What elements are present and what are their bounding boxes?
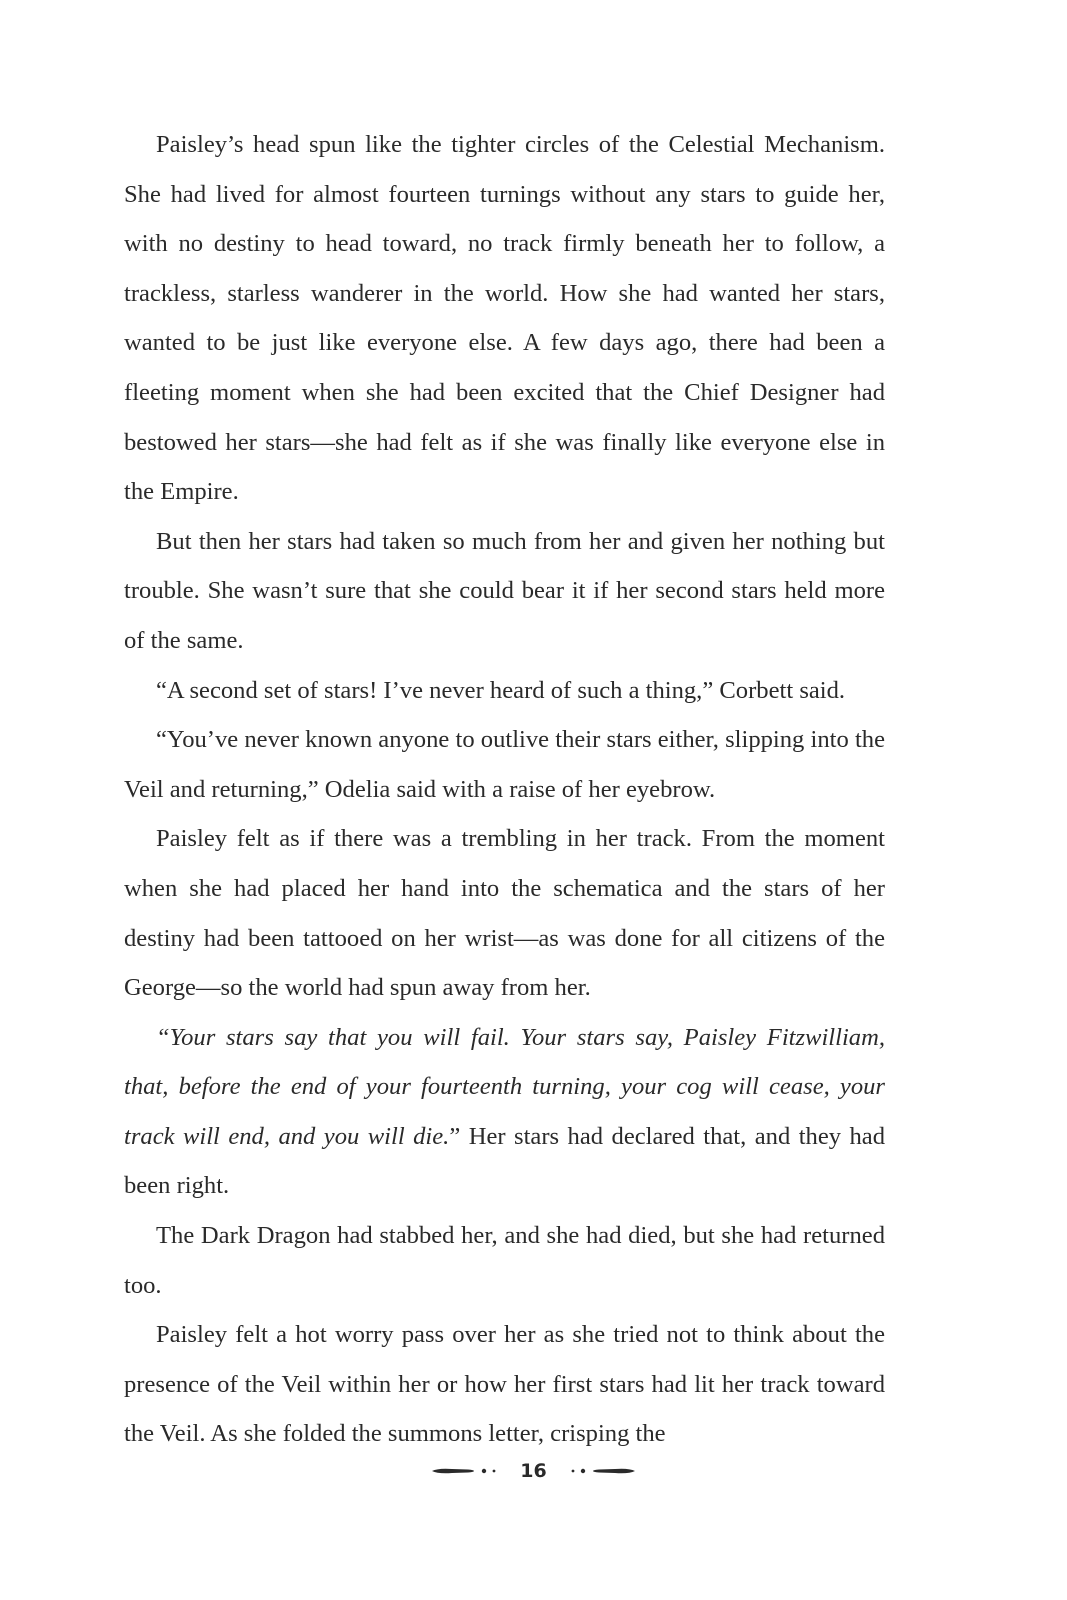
quoted-prophecy: “Your stars say that you will fail. Your stars say, Paisley Fitzwilliam, that, before the end of your fourteenth turning, your cog will cease, your track will end, and you will die. <box>124 1023 885 1150</box>
right-ornament-icon <box>567 1466 637 1476</box>
page-number: 16 <box>520 1460 547 1482</box>
paragraph-6-tail: ” Her stars had declared that, and they had been right. <box>124 1122 886 1200</box>
paragraph-1: Paisley’s head spun like the tighter circles of the Celestial Mechanism. She had lived for almost fourteen turnings without any stars to guide her, with no destiny to head toward, no track firmly beneath her to follow, a trackless, starless wanderer in the world. How she had wanted her stars, wanted to be just like everyone else. A few days ago, there had been a fleeting moment when she had been excited that the Chief Designer had bestowed her stars—she had felt as if she was finally like everyone else in the Empire. <box>124 131 885 506</box>
page-footer <box>0 1456 1067 1486</box>
paragraph-2: But then her stars had taken so much from her and given her nothing but trouble. She wasn’t sure that she could bear it if her second stars held more of the same. <box>124 527 885 654</box>
left-ornament-icon <box>430 1466 500 1476</box>
paragraph-5: Paisley felt as if there was a trembling in her track. From the moment when she had placed her hand into the schematica and the stars of her destiny had been tattooed on her wrist—as was done for all citizens of the George—so the world had spun away from her. <box>124 825 885 1002</box>
paragraph-8: Paisley felt a hot worry pass over her as she tried not to think about the presence of the Veil within her or how her first stars had lit her track toward the Veil. As she folded the summons letter, crisping the <box>124 1321 885 1448</box>
paragraph-3: “A second set of stars! I’ve never heard of such a thing,” Corbett said. <box>156 676 846 704</box>
paragraph-6 <box>124 1013 885 1211</box>
paragraph-7: The Dark Dragon had stabbed her, and she had died, but she had returned too. <box>124 1222 885 1299</box>
page-body <box>124 120 885 1459</box>
paragraph-4: “You’ve never known anyone to outlive their stars either, slipping into the Veil and returning,” Odelia said with a raise of her eyebrow. <box>124 726 885 803</box>
